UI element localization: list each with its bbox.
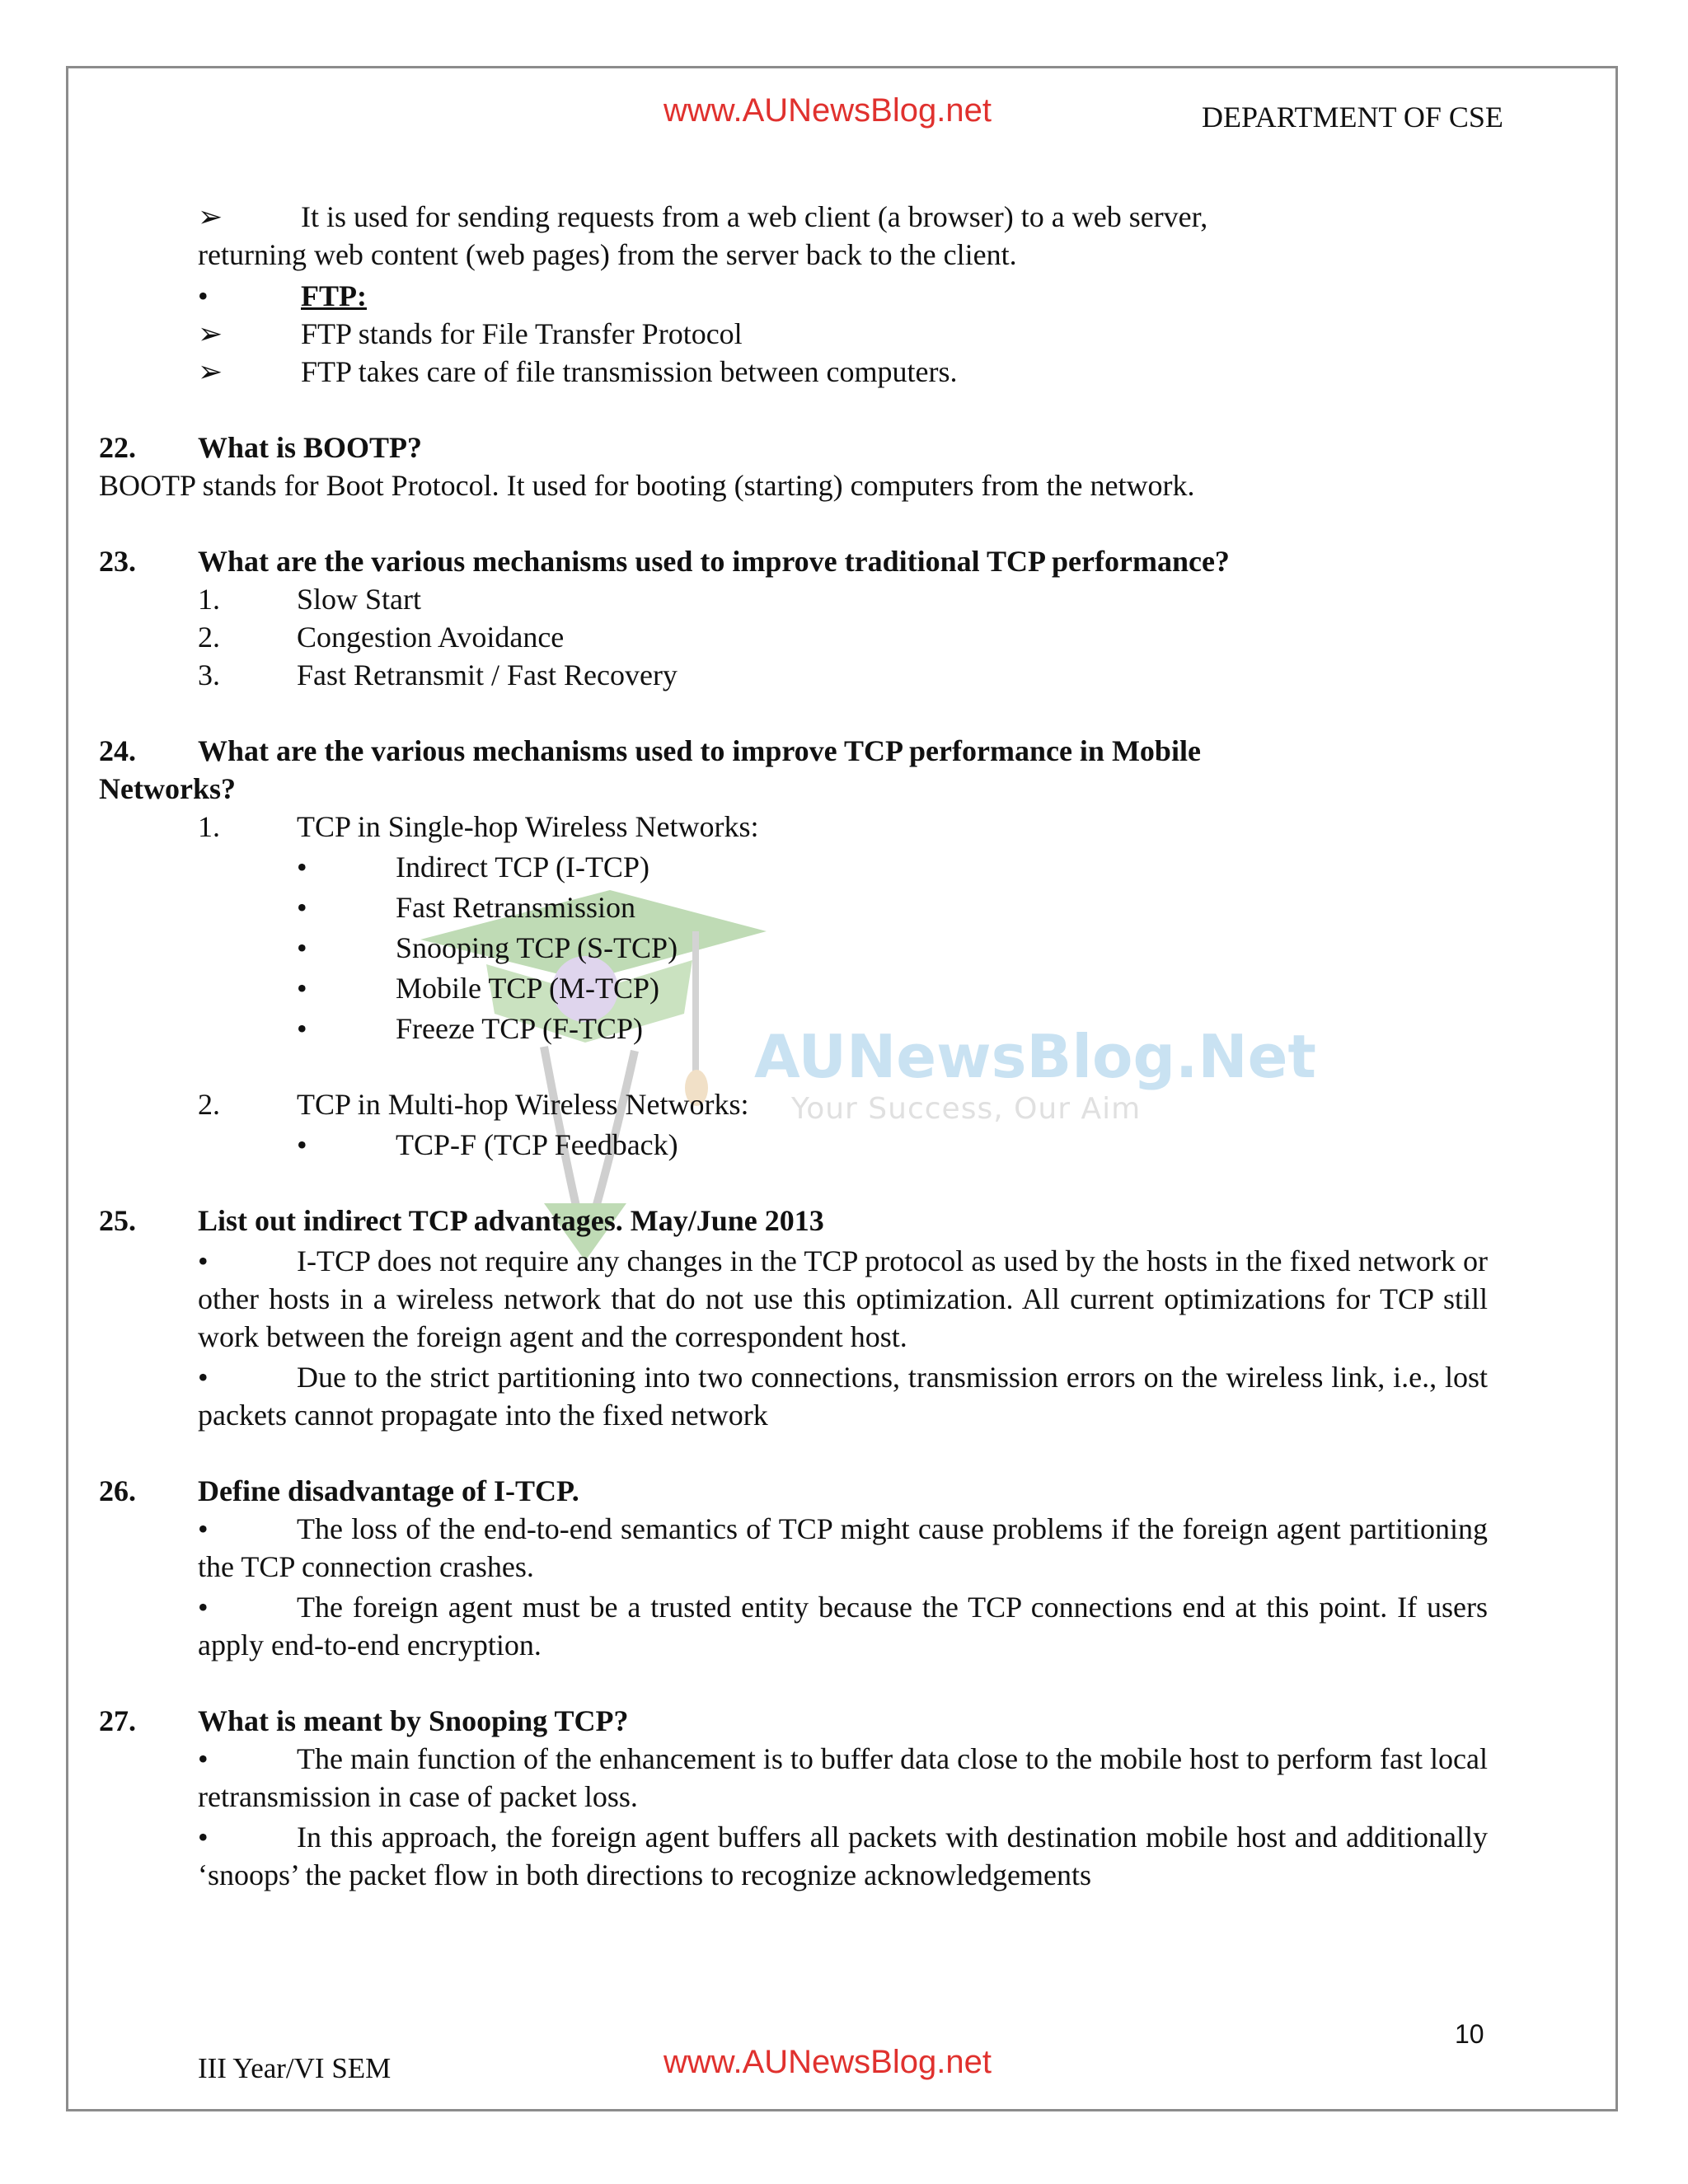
bullet-icon: • xyxy=(198,1821,209,1854)
sub-list-item: • Snooping TCP (S-TCP) xyxy=(198,929,1488,967)
question-heading: 24. What are the various mechanisms used to improve TCP performance in Mobile xyxy=(99,734,1201,767)
bullet-icon: • xyxy=(297,972,307,1005)
bullet-icon: • xyxy=(198,1244,209,1277)
list-item: 3. Fast Retransmit / Fast Recovery xyxy=(198,658,678,691)
watermark-tagline: Your Success, Our Aim xyxy=(791,1092,1142,1126)
list-item: 1. Slow Start xyxy=(198,583,422,616)
question-heading: 22. What is BOOTP? xyxy=(99,431,423,464)
bullet-icon: • xyxy=(198,1742,209,1775)
sub-list-item: • Indirect TCP (I-TCP) xyxy=(198,848,1488,886)
bullet-icon: • xyxy=(198,279,209,312)
list-item: 2. TCP in Multi-hop Wireless Networks: xyxy=(198,1088,749,1121)
question-heading: 26. Define disadvantage of I-TCP. xyxy=(99,1474,579,1507)
bullet-paragraph: • The foreign agent must be a trusted entity because the TCP connections end at this point. If users apply end-to-end encryption. xyxy=(198,1588,1488,1664)
question-heading-continuation: Networks? xyxy=(99,772,236,805)
watermark-name: AUNewsBlog.Net xyxy=(754,1022,1316,1091)
bullet-icon: • xyxy=(297,1128,307,1161)
sub-list-item: • Fast Retransmission xyxy=(198,888,1488,926)
bullet-paragraph: • The loss of the end-to-end semantics of TCP might cause problems if the foreign agent partitioning the TCP connection crashes. xyxy=(198,1510,1488,1586)
list-item: ➢ It is used for sending requests from a web client (a browser) to a web server, xyxy=(198,198,1488,236)
year-semester-label: III Year/VI SEM xyxy=(198,2052,392,2084)
question-heading: 25. List out indirect TCP advantages. May/June 2013 xyxy=(99,1204,824,1237)
bullet-icon: • xyxy=(297,1012,307,1045)
document-body xyxy=(99,198,1488,1894)
footer-site-link[interactable]: www.AUNewsBlog.net xyxy=(663,2044,992,2080)
bullet-icon: • xyxy=(198,1361,209,1394)
bullet-icon: • xyxy=(297,931,307,964)
sub-list-item: • Mobile TCP (M-TCP) xyxy=(198,969,1488,1007)
list-item: ➢ FTP takes care of file transmission between computers. xyxy=(198,353,1488,391)
arrow-bullet-icon: ➢ xyxy=(198,200,223,233)
header-site-link[interactable]: www.AUNewsBlog.net xyxy=(663,92,992,129)
sub-list-item: • TCP-F (TCP Feedback) xyxy=(198,1126,1488,1164)
arrow-bullet-icon: ➢ xyxy=(198,317,223,350)
list-item: 2. Congestion Avoidance xyxy=(198,621,565,654)
question-heading: 27. What is meant by Snooping TCP? xyxy=(99,1704,629,1737)
page-number: 10 xyxy=(1455,2019,1484,2049)
bullet-icon: • xyxy=(297,891,307,924)
bullet-paragraph: • Due to the strict partitioning into two connections, transmission errors on the wireless link, i.e., lost packets cannot propagate into the fixed network xyxy=(198,1358,1488,1434)
question-heading: 23. What are the various mechanisms used to improve traditional TCP performance? xyxy=(99,545,1230,578)
department-label: DEPARTMENT OF CSE xyxy=(1202,101,1503,134)
bullet-icon: • xyxy=(297,851,307,883)
bullet-paragraph: • The main function of the enhancement is to buffer data close to the mobile host to perform fast local retransmission in case of packet loss. xyxy=(198,1740,1488,1816)
bullet-paragraph: • I-TCP does not require any changes in the TCP protocol as used by the hosts in the fixed network or other hosts in a wireless network that do not use this optimization. All current optimizations for TCP still work between the foreign agent and the correspondent host. xyxy=(198,1242,1488,1356)
bullet-icon: • xyxy=(198,1591,209,1624)
arrow-bullet-icon: ➢ xyxy=(198,355,223,388)
list-item-continuation: returning web content (web pages) from the server back to the client. xyxy=(198,238,1017,271)
bullet-icon: • xyxy=(198,1512,209,1545)
bullet-paragraph: • In this approach, the foreign agent buffers all packets with destination mobile host and additionally ‘snoops’ the packet flow in both directions to recognize acknowledgements xyxy=(198,1818,1488,1894)
list-item: ➢ FTP stands for File Transfer Protocol xyxy=(198,315,1488,353)
ftp-heading: • FTP: xyxy=(198,277,1488,315)
list-item: 1. TCP in Single-hop Wireless Networks: xyxy=(198,810,759,843)
sub-list-item: • Freeze TCP (F-TCP) xyxy=(198,1010,1488,1047)
answer-text: BOOTP stands for Boot Protocol. It used for booting (starting) computers from the network. xyxy=(99,469,1195,502)
